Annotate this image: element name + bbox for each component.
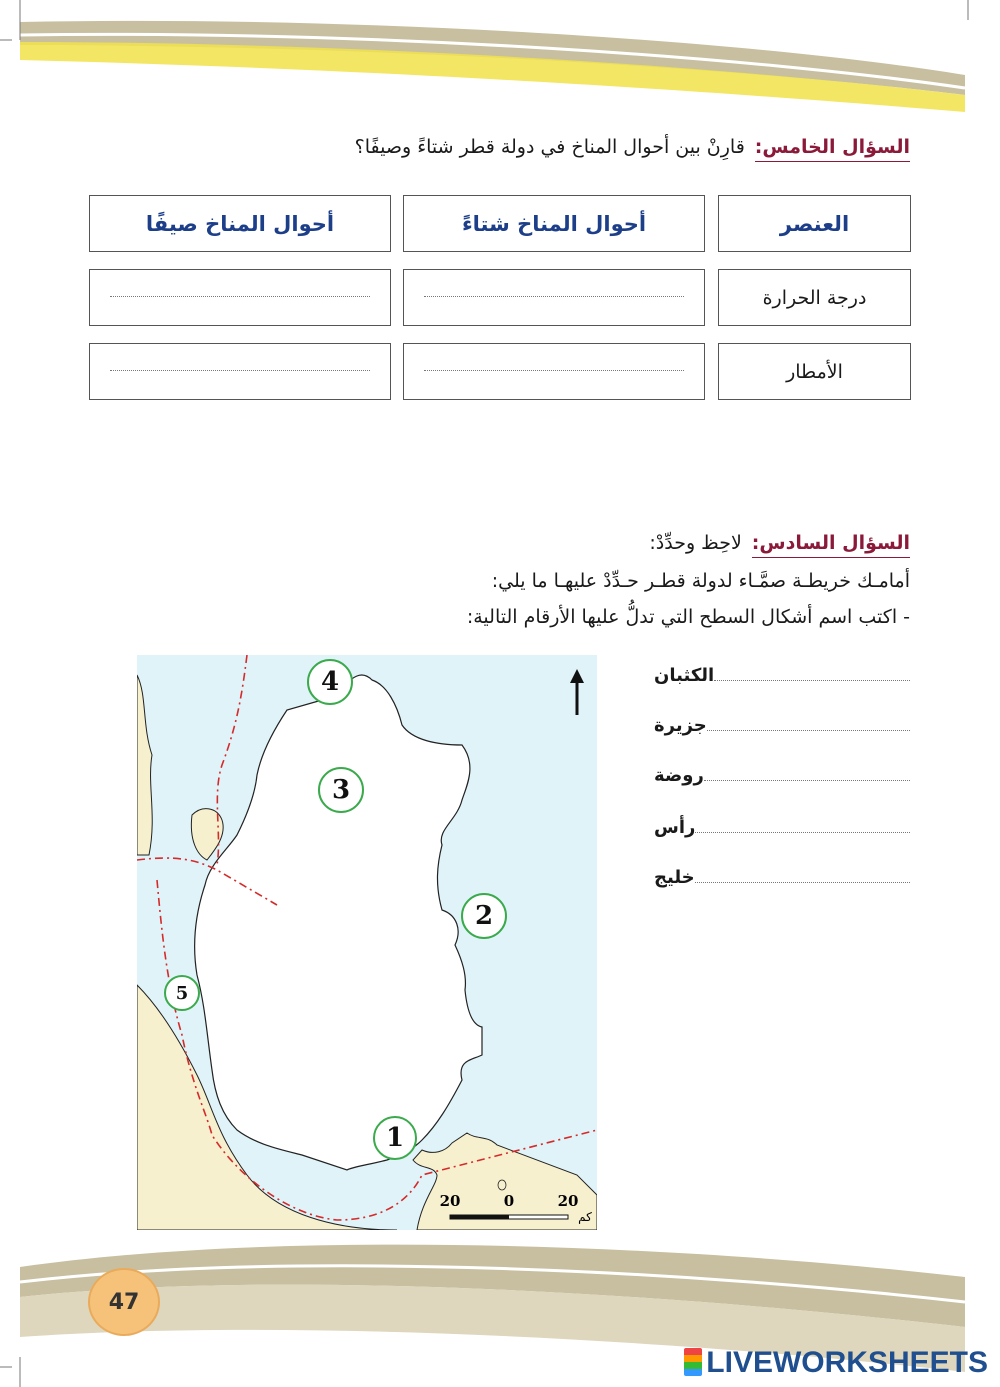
table-header-element: العنصر [718, 195, 911, 252]
question5-heading [355, 136, 910, 162]
qatar-blank-map [137, 655, 597, 1230]
table-row-rain-label: الأمطار [718, 343, 911, 400]
answer-rawda[interactable]: روضة [650, 760, 910, 786]
map-marker-4[interactable]: 4 [307, 659, 353, 705]
question6-line1: أمامـك خريطـة صمَّـاء لدولة قطـر حـدِّدْ عليهـا ما يلي: [491, 570, 910, 592]
answer-island[interactable]: جزيرة [650, 710, 910, 736]
answer-dunes[interactable]: الكثبان [650, 660, 910, 686]
answer-rain-winter[interactable] [403, 343, 705, 400]
answer-temperature-summer[interactable] [89, 269, 391, 326]
answer-temperature-winter[interactable] [403, 269, 705, 326]
table-header-summer: أحوال المناخ صيفًا [89, 195, 391, 252]
question6-heading [649, 532, 910, 558]
question5-text: قارِنْ بين أحوال المناخ في دولة قطر شتاءً وصيفًا؟ [354, 136, 745, 158]
map-marker-3[interactable]: 3 [318, 767, 364, 813]
page-number: 47 [88, 1268, 160, 1336]
liveworksheets-watermark: LIVEWORKSHEETS [684, 1346, 988, 1380]
map-marker-2[interactable]: 2 [461, 893, 507, 939]
question5-label: السؤال الخامس: [755, 136, 910, 162]
scale-label-left: 20 [439, 1192, 461, 1210]
question6-text: لاحِظ وحدِّدْ: [649, 532, 742, 554]
map-marker-1[interactable]: 1 [373, 1116, 417, 1160]
scale-label-zero: 0 [503, 1192, 515, 1210]
scale-unit: كم [578, 1210, 592, 1224]
header-decoration [0, 0, 1000, 130]
scale-label-right: 20 [557, 1192, 579, 1210]
table-header-winter: أحوال المناخ شتاءً [403, 195, 705, 252]
answer-cape[interactable]: رأس [650, 812, 910, 838]
map-marker-5[interactable]: 5 [164, 975, 200, 1011]
question6-label: السؤال السادس: [752, 532, 910, 558]
answer-bay[interactable]: خليج [650, 862, 910, 888]
logo-icon [684, 1348, 702, 1376]
answer-rain-summer[interactable] [89, 343, 391, 400]
table-row-temperature-label: درجة الحرارة [718, 269, 911, 326]
question6-line2: - اكتب اسم أشكال السطح التي تدلُّ عليها الأرقام التالية: [466, 606, 910, 628]
